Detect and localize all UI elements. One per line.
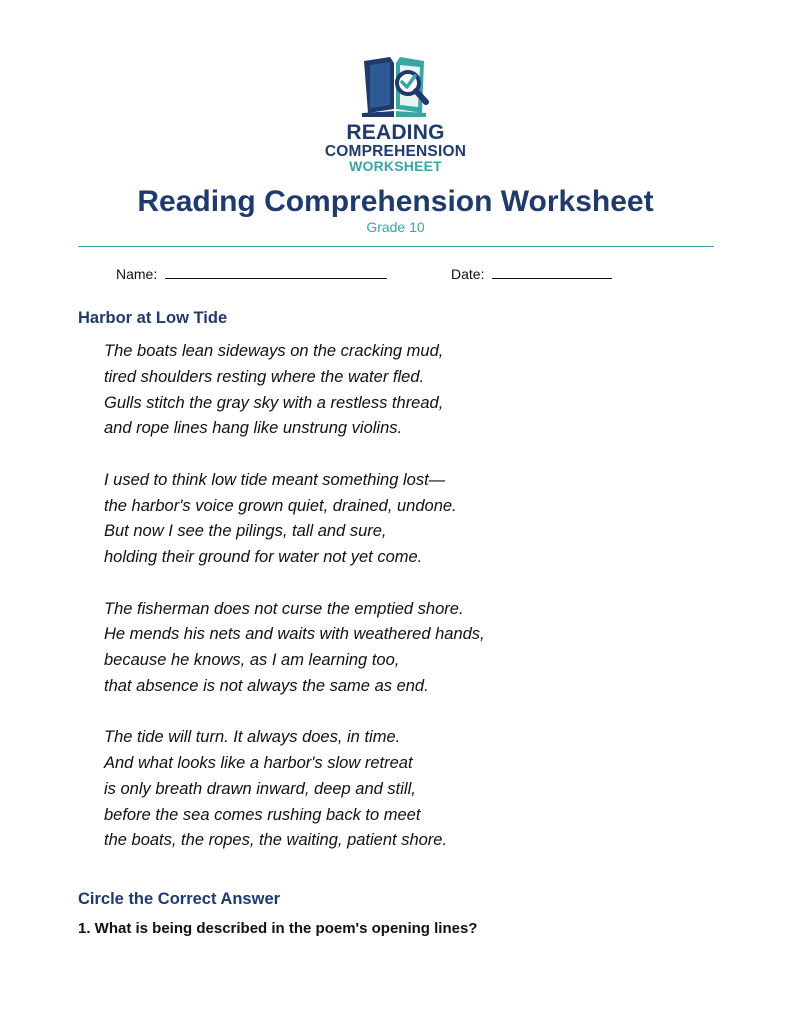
name-field bbox=[116, 264, 387, 282]
section-heading: Circle the Correct Answer bbox=[78, 890, 281, 908]
poem-line: He mends his nets and waits with weathered hands, bbox=[104, 625, 485, 644]
poem-line: holding their ground for water not yet come. bbox=[104, 548, 423, 566]
poem-title: Harbor at Low Tide bbox=[78, 309, 228, 327]
name-label: Name: bbox=[116, 266, 158, 282]
poem-line: And what looks like a harbor's slow retreat bbox=[104, 754, 413, 772]
poem-line: The fisherman does not curse the emptied shore. bbox=[104, 599, 464, 618]
name-blank-line[interactable] bbox=[165, 264, 387, 279]
poem-line: I used to think low tide meant something lost— bbox=[104, 470, 446, 489]
poem-line: because he knows, as I am learning too, bbox=[104, 651, 400, 669]
date-label: Date: bbox=[451, 266, 485, 282]
logo-text-reading: READING bbox=[346, 121, 445, 144]
poem-line: But now I see the pilings, tall and sure, bbox=[104, 522, 387, 541]
logo-text-comprehension: COMPREHENSION bbox=[324, 143, 467, 160]
poem-line: The boats lean sideways on the cracking mud, bbox=[104, 342, 444, 360]
question-1: 1. What is being described in the poem's opening lines? bbox=[78, 920, 478, 937]
poem-line: The tide will turn. It always does, in time. bbox=[104, 728, 401, 747]
poem-line: before the sea comes rushing back to meet bbox=[104, 805, 421, 824]
poem-line: the harbor's voice grown quiet, drained, undone. bbox=[104, 496, 457, 515]
poem-stanza bbox=[104, 725, 485, 854]
poem-stanza bbox=[104, 468, 485, 571]
poem-line: and rope lines hang like unstrung violins. bbox=[104, 419, 403, 438]
page-title: Reading Comprehension Worksheet bbox=[137, 185, 654, 218]
worksheet-logo bbox=[318, 55, 473, 175]
logo-text-worksheet: WORKSHEET bbox=[349, 158, 442, 174]
poem-line: the boats, the ropes, the waiting, patient shore. bbox=[104, 831, 448, 850]
poem-body bbox=[104, 339, 485, 854]
poem-line: is only breath drawn inward, deep and still, bbox=[104, 779, 416, 798]
poem-line: that absence is not always the same as end. bbox=[104, 676, 429, 695]
poem-line: Gulls stitch the gray sky with a restless thread, bbox=[104, 393, 444, 412]
open-book-magnifier-checkmark-icon bbox=[360, 55, 432, 119]
header-divider bbox=[78, 246, 714, 247]
date-field bbox=[451, 264, 612, 282]
poem-line: tired shoulders resting where the water fled. bbox=[104, 367, 425, 386]
poem-stanza bbox=[104, 339, 485, 442]
date-blank-line[interactable] bbox=[492, 264, 612, 279]
poem-stanza bbox=[104, 597, 485, 700]
grade-subtitle: Grade 10 bbox=[366, 219, 425, 235]
